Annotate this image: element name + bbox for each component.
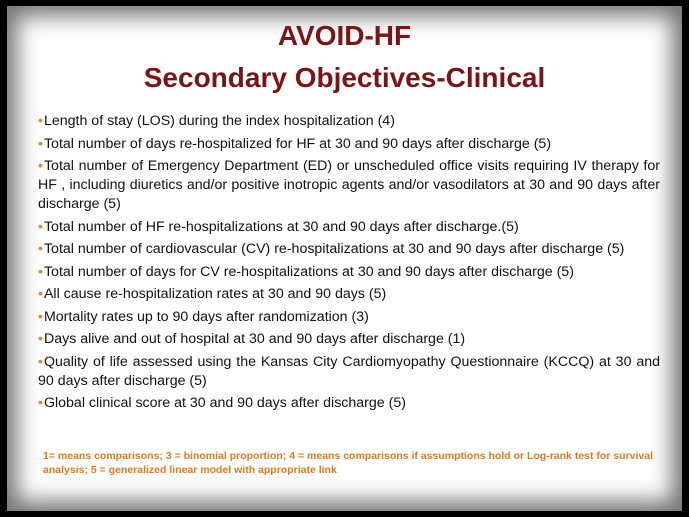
list-item: [38, 112, 660, 131]
slide: [7, 6, 682, 511]
list-item-text: Total number of Emergency Department (ED) or unscheduled office visits requiring IV therapy for HF , including diuretics and/or positive inotropic agents and/or vasodilators at 30 and 90 days after discharge (5): [38, 158, 660, 212]
bullet-icon: •: [38, 241, 43, 257]
list-item-text: Total number of days re-hospitalized for HF at 30 and 90 days after discharge (5): [43, 135, 552, 152]
list-item-text: Days alive and out of hospital at 30 and 90 days after discharge (1): [43, 331, 466, 347]
objectives-list: [38, 112, 660, 417]
bullet-icon: •: [38, 113, 43, 129]
list-item-text: Global clinical score at 30 and 90 days after discharge (5): [43, 395, 406, 411]
bullet-icon: •: [38, 331, 43, 347]
list-item: [38, 135, 660, 154]
list-item: [38, 263, 660, 282]
footnote: 1= means comparisons; 3 = binomial proportion; 4 = means comparisons if assumptions hold or Log-rank test for survival analysis; 5 = generalized linear model with appropriate link: [43, 450, 654, 476]
list-item-text: Total number of cardiovascular (CV) re-hospitalizations at 30 and 90 days after discharge (5): [43, 241, 625, 257]
list-item-text: Quality of life assessed using the Kansas City Cardiomyopathy Questionnaire (KCCQ) at 30 and 90 days after discharge (5): [38, 353, 660, 389]
list-item: [38, 330, 660, 349]
bullet-icon: •: [38, 135, 43, 152]
list-item: [38, 285, 660, 304]
list-item-text: All cause re-hospitalization rates at 30 and 90 days (5): [43, 286, 387, 302]
list-item-text: Total number of days for CV re-hospitalizations at 30 and 90 days after discharge (5): [43, 263, 574, 280]
list-item-text: Total number of HF re-hospitalizations at 30 and 90 days after discharge.(5): [43, 218, 519, 235]
list-item: [38, 353, 660, 391]
slide-subtitle: Secondary Objectives-Clinical: [143, 62, 546, 93]
list-item: [38, 240, 660, 259]
bullet-icon: •: [38, 218, 43, 235]
list-item-text: Length of stay (LOS) during the index hospitalization (4): [43, 113, 395, 129]
list-item: [38, 308, 660, 327]
list-item-text: Mortality rates up to 90 days after randomization (3): [43, 308, 369, 325]
bullet-icon: •: [38, 395, 43, 411]
slide-title: AVOID-HF: [277, 20, 412, 51]
list-item: [38, 218, 660, 237]
list-item: [38, 157, 660, 214]
bullet-icon: •: [38, 308, 43, 325]
bullet-icon: •: [38, 263, 43, 280]
list-item: [38, 394, 660, 413]
bullet-icon: •: [38, 158, 43, 174]
bullet-icon: •: [38, 286, 43, 302]
bullet-icon: •: [38, 353, 43, 370]
